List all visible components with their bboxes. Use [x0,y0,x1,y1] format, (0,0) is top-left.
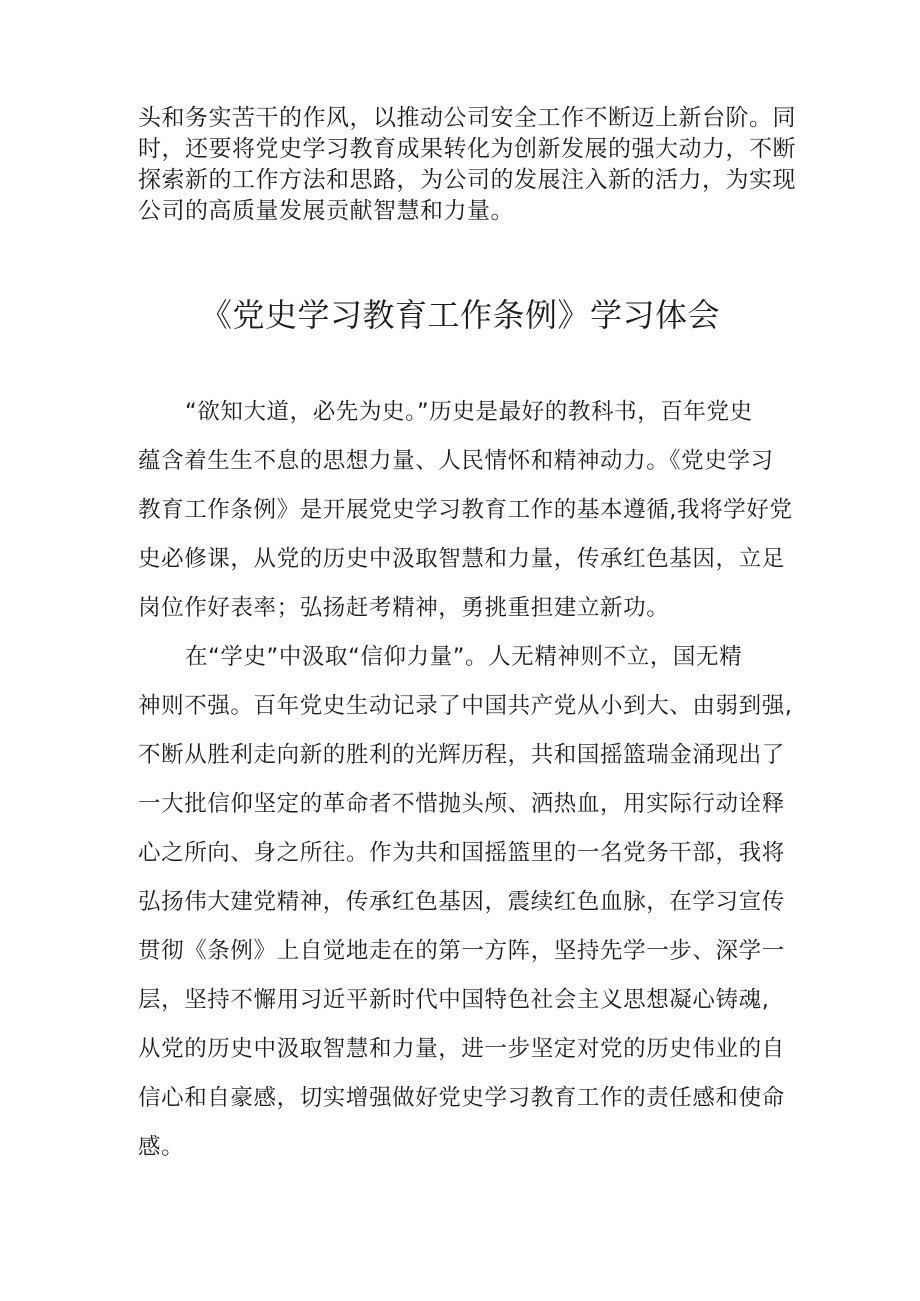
paragraph-2-line: 一大批信仰坚定的革命者不惜抛头颅、洒热血，用实际行动诠释 [138,791,785,817]
intro-line: 公司的高质量发展贡献智慧和力量。 [138,198,514,224]
intro-line: 头和务实苦干的作风，以推动公司安全工作不断迈上新台阶。同 [138,105,796,131]
intro-line: 时，还要将党史学习教育成果转化为创新发展的强大动力，不断 [138,136,796,162]
document-title: 《党史学习教育工作条例》学习体会 [199,296,720,334]
paragraph-2-line: 贯彻《条例》上自觉地走在的第一方阵，坚持先学一步、深学一 [138,938,785,964]
paragraph-2-line: 神则不强。百年党史生动记录了中国共产党从小到大、由弱到强, [138,693,793,719]
paragraph-1-line: 蕴含着生生不息的思想力量、人民情怀和精神动力。《党史学习 [138,448,774,474]
paragraph-2-line: 弘扬伟大建党精神，传承红色基因，震续红色血脉，在学习宣传 [138,889,785,915]
paragraph-2-line: 层，坚持不懈用习近平新时代中国特色社会主义思想凝心铸魂, [138,987,770,1013]
paragraph-2-line: 感。 [138,1134,185,1160]
paragraph-1-line: 史必修课，从党的历史中汲取智慧和力量，传承红色基因，立足 [138,546,785,572]
intro-line: 探索新的工作方法和思路，为公司的发展注入新的活力，为实现 [138,167,796,193]
paragraph-1-line: “欲知大道，必先为史。”历史是最好的教科书，百年党史 [185,399,753,425]
paragraph-1-line: 教育工作条例》是开展党史学习教育工作的基本遵循,我将学好党 [138,497,793,523]
paragraph-2-line: 不断从胜利走向新的胜利的光辉历程，共和国摇篮瑞金涌现出了 [138,742,785,768]
paragraph-2-line: 在“学史”中汲取“信仰力量”。人无精神则不立，国无精 [185,644,743,670]
paragraph-2-line: 心之所向、身之所往。作为共和国摇篮里的一名党务干部，我将 [138,840,785,866]
paragraph-2-line: 信心和自豪感，切实增强做好党史学习教育工作的责任感和使命 [138,1085,785,1111]
paragraph-1-line: 岗位作好表率；弘扬赶考精神，勇挑重担建立新功。 [138,595,670,621]
paragraph-2-line: 从党的历史中汲取智慧和力量，进一步坚定对党的历史伟业的自 [138,1036,785,1062]
